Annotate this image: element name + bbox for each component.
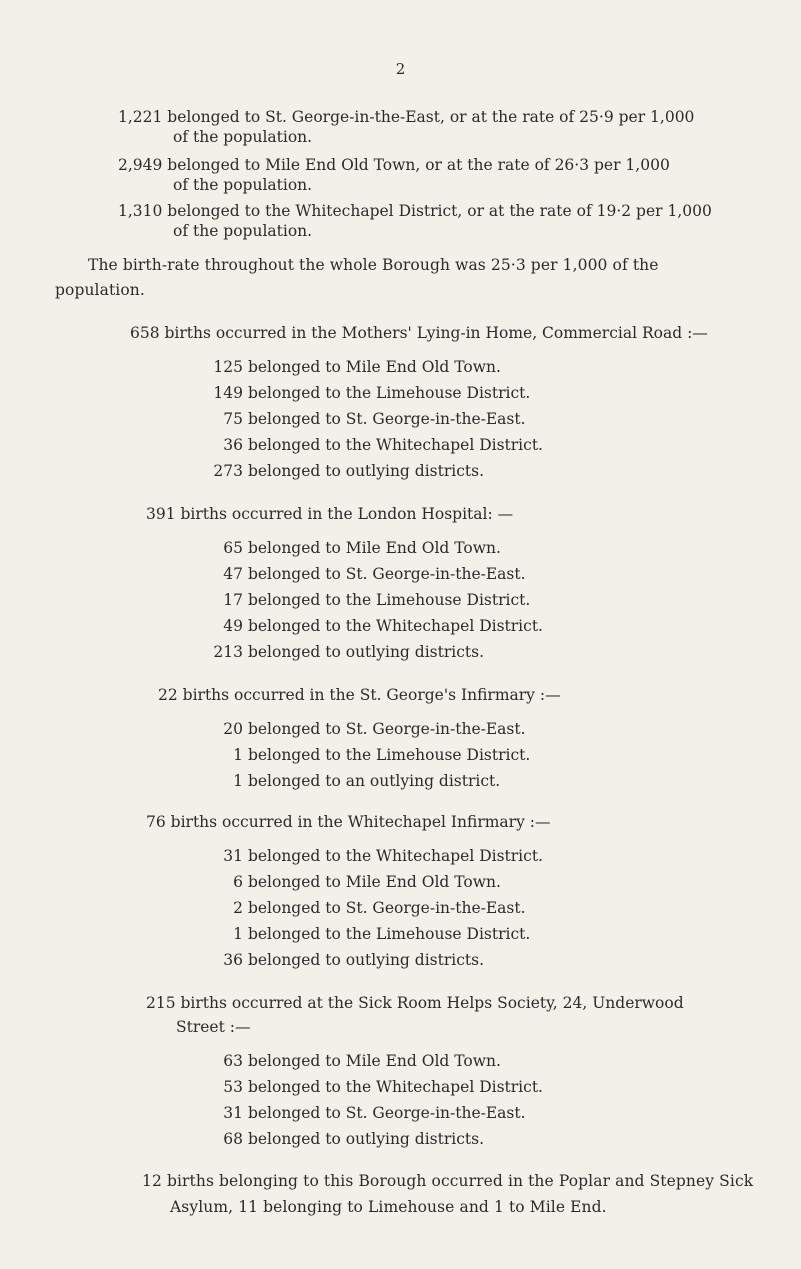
list-item <box>213 846 543 866</box>
section-heading-continued: Street :— <box>176 1018 251 1036</box>
list-item <box>213 1051 501 1071</box>
closing-line1: 12 births belonging to this Borough occurred in the Poplar and Stepney Sick <box>142 1172 754 1190</box>
item-count: 125 <box>213 358 243 376</box>
item-text: belonged to St. George-in-the-East. <box>247 410 526 428</box>
closing-line2: Asylum, 11 belonging to Limehouse and 1 to Mile End. <box>170 1198 607 1216</box>
list-item <box>213 898 526 918</box>
list-item <box>213 461 484 481</box>
intro-item-line1: 1,221 belonged to St. George-in-the-East, or at the rate of 25·9 per 1,000 <box>118 108 695 126</box>
item-text: belonged to the Whitechapel District. <box>247 617 543 635</box>
item-text: belonged to outlying districts. <box>247 462 485 480</box>
list-item <box>213 719 526 739</box>
intro-item <box>118 107 742 147</box>
list-item <box>213 1103 526 1123</box>
item-text: belonged to St. George-in-the-East. <box>247 720 526 738</box>
item-count: 53 <box>223 1078 243 1096</box>
item-count: 1 <box>233 772 243 790</box>
intro-item <box>118 201 742 241</box>
list-item <box>213 642 484 662</box>
list-item <box>213 538 501 558</box>
item-count: 17 <box>223 591 243 609</box>
item-text: belonged to an outlying district. <box>247 772 501 790</box>
item-count: 75 <box>223 410 243 428</box>
item-text: belonged to the Limehouse District. <box>247 925 531 943</box>
item-count: 36 <box>223 951 243 969</box>
item-count: 63 <box>223 1052 243 1070</box>
intro-item-line1: 2,949 belonged to Mile End Old Town, or at the rate of 26·3 per 1,000 <box>118 156 670 174</box>
section-heading: 658 births occurred in the Mothers' Lying-in Home, Commercial Road :— <box>130 324 708 342</box>
item-count: 20 <box>223 720 243 738</box>
item-text: belonged to outlying districts. <box>247 643 485 661</box>
item-count: 149 <box>213 384 243 402</box>
item-text: belonged to the Limehouse District. <box>247 746 531 764</box>
item-count: 36 <box>223 436 243 454</box>
item-count: 31 <box>223 847 243 865</box>
item-text: belonged to St. George-in-the-East. <box>247 1104 526 1122</box>
list-item <box>213 383 530 403</box>
birth-rate-line2: population. <box>55 281 145 299</box>
item-count: 273 <box>213 462 243 480</box>
list-item <box>213 950 484 970</box>
list-item <box>213 435 543 455</box>
section-heading: 391 births occurred in the London Hospital: — <box>146 505 514 523</box>
list-item <box>213 409 526 429</box>
item-text: belonged to the Limehouse District. <box>247 591 531 609</box>
list-item <box>213 924 530 944</box>
list-item <box>213 590 530 610</box>
item-text: belonged to Mile End Old Town. <box>247 539 501 557</box>
intro-item-line1: 1,310 belonged to the Whitechapel District, or at the rate of 19·2 per 1,000 <box>118 202 712 220</box>
list-item <box>213 771 500 791</box>
list-item <box>213 872 501 892</box>
list-item <box>213 616 543 636</box>
item-count: 2 <box>233 899 243 917</box>
item-count: 65 <box>223 539 243 557</box>
item-count: 1 <box>233 746 243 764</box>
section-heading: 215 births occurred at the Sick Room Helps Society, 24, Underwood <box>146 994 684 1012</box>
intro-item <box>118 155 742 195</box>
item-count: 68 <box>223 1130 243 1148</box>
item-count: 1 <box>233 925 243 943</box>
section-heading: 22 births occurred in the St. George's Infirmary :— <box>158 686 561 704</box>
item-text: belonged to Mile End Old Town. <box>247 358 501 376</box>
item-text: belonged to outlying districts. <box>247 951 485 969</box>
list-item <box>213 357 501 377</box>
page-number: 2 <box>395 60 406 78</box>
list-item <box>213 1077 543 1097</box>
intro-item-line2: of the population. <box>173 222 313 240</box>
list-item <box>213 564 526 584</box>
item-count: 6 <box>233 873 243 891</box>
item-text: belonged to St. George-in-the-East. <box>247 565 526 583</box>
item-text: belonged to Mile End Old Town. <box>247 873 501 891</box>
birth-rate-line1: The birth-rate throughout the whole Borough was 25·3 per 1,000 of the <box>88 256 659 274</box>
item-text: belonged to the Whitechapel District. <box>247 436 543 454</box>
item-text: belonged to the Whitechapel District. <box>247 847 543 865</box>
item-text: belonged to outlying districts. <box>247 1130 485 1148</box>
item-count: 31 <box>223 1104 243 1122</box>
list-item <box>213 1129 484 1149</box>
list-item <box>213 745 530 765</box>
intro-item-line2: of the population. <box>173 176 313 194</box>
intro-item-line2: of the population. <box>173 128 313 146</box>
item-count: 49 <box>223 617 243 635</box>
item-count: 47 <box>223 565 243 583</box>
item-text: belonged to the Limehouse District. <box>247 384 531 402</box>
item-count: 213 <box>213 643 243 661</box>
item-text: belonged to Mile End Old Town. <box>247 1052 501 1070</box>
item-text: belonged to St. George-in-the-East. <box>247 899 526 917</box>
item-text: belonged to the Whitechapel District. <box>247 1078 543 1096</box>
section-heading: 76 births occurred in the Whitechapel Infirmary :— <box>146 813 551 831</box>
